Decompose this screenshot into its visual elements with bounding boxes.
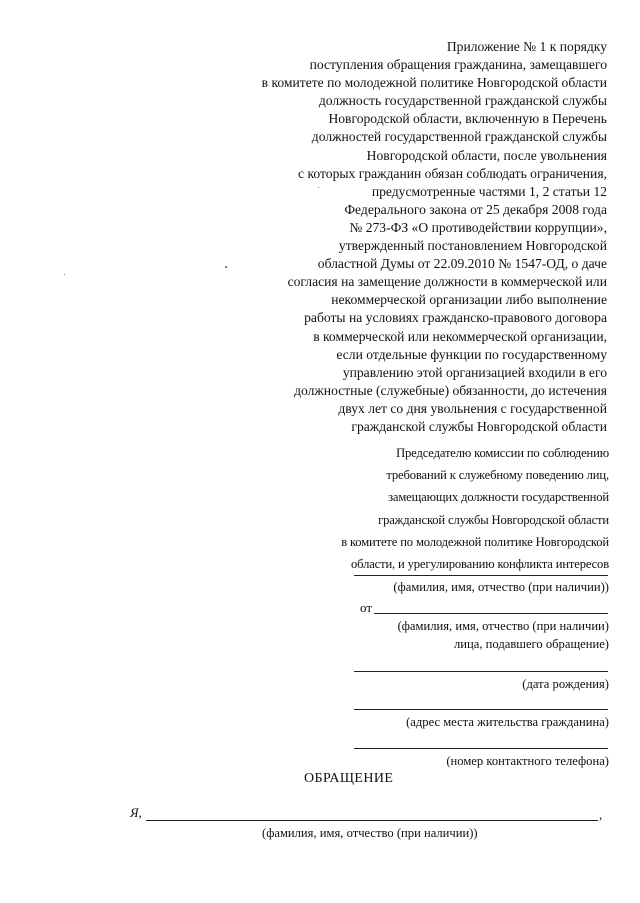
addressee-line: замещающих должности государственной (388, 490, 609, 505)
applicant-name-caption: (фамилия, имя, отчество (при наличии) (397, 619, 609, 633)
addressee-block (269, 442, 609, 575)
document-title: ОБРАЩЕНИЕ (304, 771, 394, 786)
address-line[interactable] (354, 709, 608, 710)
appendix-line: утвержденный постановлением Новгородской (338, 238, 607, 254)
appendix-line: должностей государственной гражданской службы (311, 129, 607, 145)
appendix-line: некоммерческой организации либо выполнение (331, 292, 607, 308)
addressee-line: Председателю комиссии по соблюдению (396, 446, 609, 460)
appendix-line: двух лет со дня увольнения с государственной (338, 400, 607, 416)
declarant-name-caption: (фамилия, имя, отчество (при наличии)) (262, 826, 478, 840)
appendix-line: должность государственной гражданской службы (318, 93, 607, 109)
appendix-line: согласия на замещение должности в коммерческой или (287, 274, 607, 290)
scan-speck (318, 187, 319, 188)
birth-date-line[interactable] (354, 671, 608, 672)
addressee-line: в комитете по молодежной политике Новгородской (341, 534, 609, 549)
appendix-line: в коммерческой или некоммерческой организации, (313, 328, 607, 344)
appendix-line: № 273-ФЗ «О противодействии коррупции», (349, 219, 607, 235)
from-label: от (360, 600, 373, 615)
appendix-line: должностные (служебные) обязанности, до истечения (294, 382, 607, 398)
appendix-line: областной Думы от 22.09.2010 № 1547-ОД, о даче (317, 256, 607, 272)
appendix-header (177, 38, 607, 436)
appendix-line: Новгородской области, после увольнения (366, 147, 607, 163)
chairman-name-line[interactable] (354, 575, 608, 576)
applicant-name-line[interactable] (374, 613, 608, 614)
appendix-line: Новгородской области, включенную в Перечень (328, 111, 607, 127)
address-caption: (адрес места жительства гражданина) (406, 715, 609, 729)
appendix-line: в комитете по молодежной политике Новгородской области (261, 75, 607, 91)
addressee-line: области, и урегулированию конфликта интересов (351, 557, 609, 572)
appendix-line: предусмотренные частями 1, 2 статьи 12 (371, 183, 607, 199)
appendix-line: гражданской службы Новгородской области (351, 418, 607, 434)
appendix-line: если отдельные функции по государственному (336, 346, 607, 362)
scan-speck (64, 274, 65, 275)
appendix-line: работы на условиях гражданско-правового договора (304, 310, 607, 326)
line-comma: , (599, 807, 603, 822)
appendix-line: с которых гражданин обязан соблюдать ограничения, (298, 165, 607, 181)
phone-line[interactable] (354, 748, 608, 749)
birth-date-caption: (дата рождения) (522, 677, 609, 691)
appendix-line: Приложение № 1 к порядку (446, 39, 607, 54)
appendix-line: поступления обращения гражданина, замещавшего (309, 57, 607, 73)
declarant-name-line[interactable] (146, 820, 598, 821)
addressee-line: требований к служебному поведению лиц, (386, 468, 609, 483)
scan-speck (225, 266, 227, 268)
applicant-role-caption: лица, подавшего обращение) (454, 637, 609, 651)
addressee-line: гражданской службы Новгородской области (378, 512, 609, 527)
ya-label: Я, (130, 805, 142, 820)
appendix-line: Федерального закона от 25 декабря 2008 года (344, 201, 607, 217)
appendix-line: управлению этой организацией входили в его (342, 364, 607, 380)
chairman-name-caption: (фамилия, имя, отчество (при наличии)) (393, 580, 609, 594)
phone-caption: (номер контактного телефона) (446, 754, 609, 768)
